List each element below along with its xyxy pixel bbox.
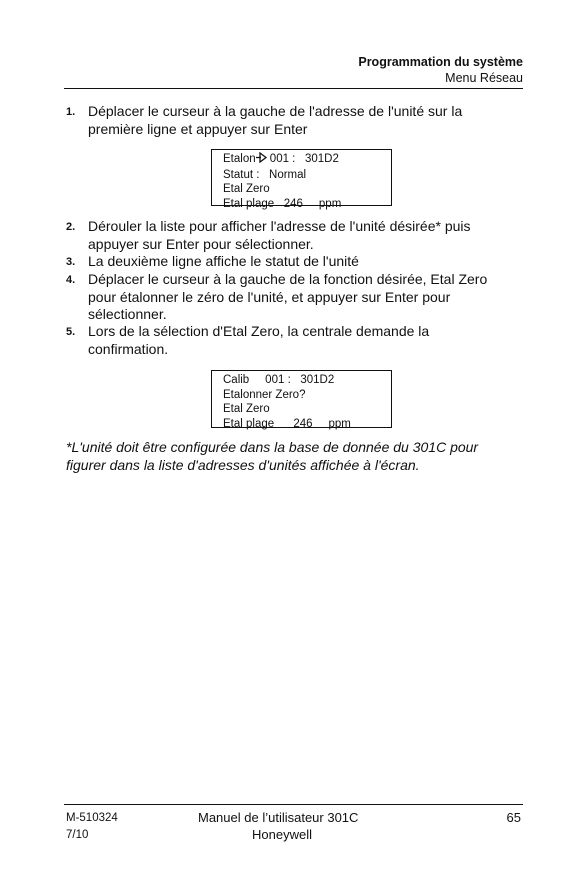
lcd-line-1-label: Etalon	[223, 153, 256, 165]
step-number: 1.	[66, 106, 76, 118]
lcd-line-2: Statut : Normal	[223, 168, 307, 181]
step-5	[66, 323, 506, 358]
cursor-arrow-icon	[256, 152, 267, 168]
step-2	[66, 218, 506, 253]
doc-date: 7/10	[66, 829, 89, 841]
lcd-line-3: Etal Zero	[223, 403, 270, 416]
step-number: 3.	[66, 256, 76, 268]
step-text: Déplacer le curseur à la gauche de la fonction désirée, Etal Zero pour étalonner le zéro de l'unité, et appuyer sur Enter pour sélectionner.	[88, 271, 488, 322]
lcd-display-confirm	[211, 370, 392, 428]
step-1	[66, 103, 506, 138]
doc-number: M-510324	[66, 812, 118, 824]
step-text: La deuxième ligne affiche le statut de l'unité	[88, 253, 359, 269]
lcd-line-3: Etal Zero	[223, 183, 270, 196]
step-text: Déplacer le curseur à la gauche de l'adresse de l'unité sur la première ligne et appuyer sur Enter	[88, 103, 463, 137]
section-title: Programmation du système	[358, 55, 523, 69]
step-4	[66, 271, 506, 324]
footnote: *L'unité doit être configurée dans la base de donnée du 301C pour figurer dans la liste d'adresses d'unités affichée à l'écran.	[66, 439, 479, 473]
step-number: 4.	[66, 274, 76, 286]
lcd-line-1-address: 001 : 301D2	[266, 153, 339, 165]
header-divider	[64, 88, 523, 89]
step-number: 2.	[66, 221, 76, 233]
section-subtitle: Menu Réseau	[445, 71, 523, 85]
lcd-line-4: Etal plage 246 ppm	[223, 197, 342, 210]
page-number: 65	[506, 810, 521, 825]
manual-title: Manuel de l’utilisateur 301C	[198, 810, 359, 825]
lcd-line-1: Calib 001 : 301D2	[223, 374, 335, 386]
lcd-line-1	[223, 152, 391, 168]
brand-name: Honeywell	[252, 827, 312, 842]
step-3	[66, 253, 506, 271]
lcd-line-4: Etal plage 246 ppm	[223, 417, 351, 430]
step-number: 5.	[66, 326, 76, 338]
footer-divider	[64, 804, 523, 805]
lcd-display-status	[211, 149, 392, 210]
step-text: Dérouler la liste pour afficher l'adresse de l'unité désirée* puis appuyer sur Enter pour sélectionner.	[88, 218, 471, 252]
lcd-line-2: Etalonner Zero?	[223, 388, 306, 401]
step-text: Lors de la sélection d'Etal Zero, la centrale demande la confirmation.	[88, 323, 430, 357]
